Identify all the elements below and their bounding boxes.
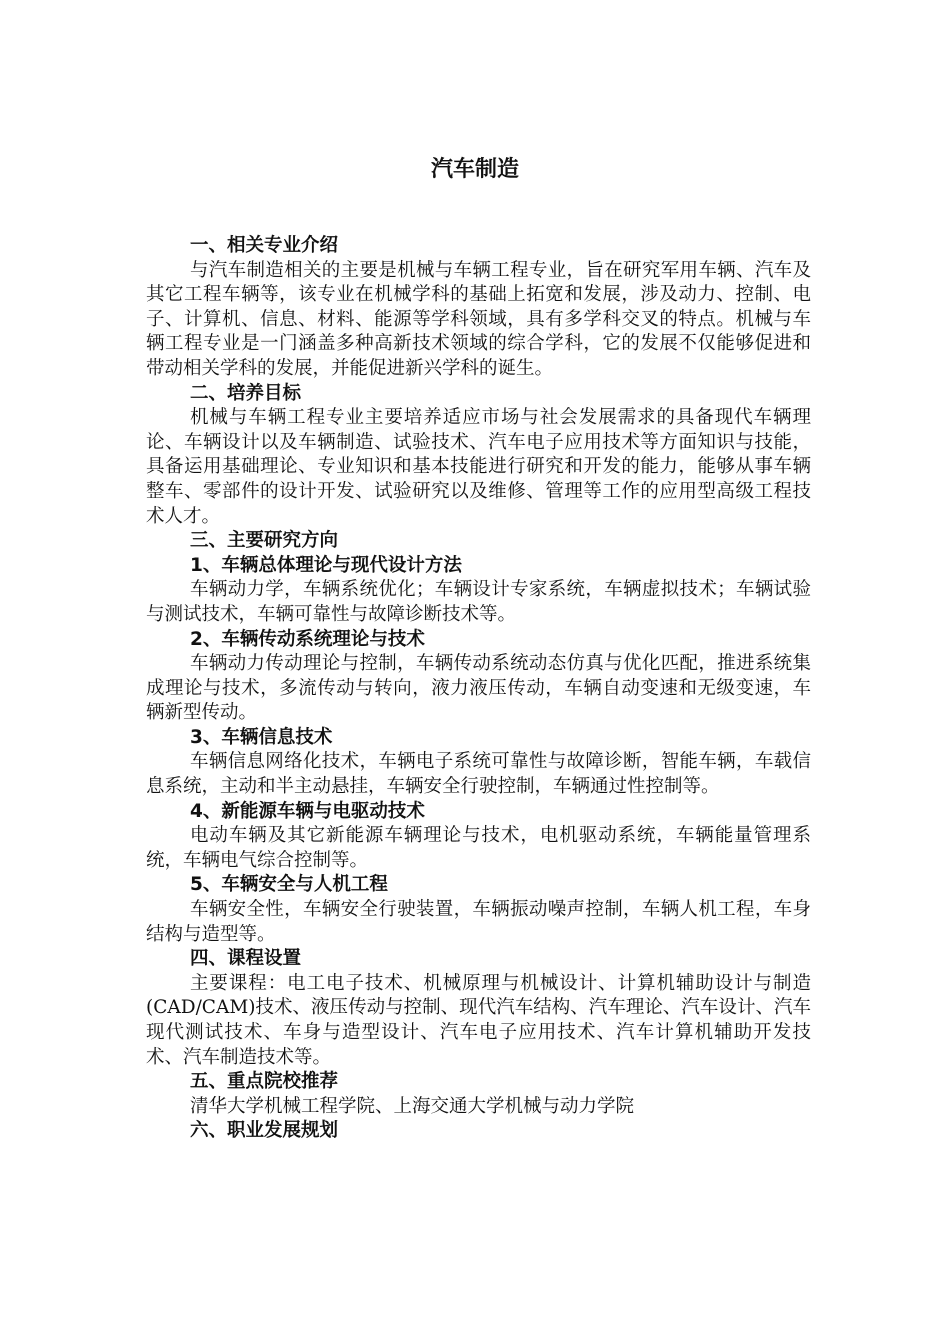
direction-body-4: 电动车辆及其它新能源车辆理论与技术，电机驱动系统，车辆能量管理系统，车辆电气综合控制等。 [146,825,811,871]
section-heading-courses: 四、课程设置 [190,948,302,970]
direction-body-1: 车辆动力学，车辆系统优化；车辆设计专家系统，车辆虚拟技术；车辆试验与测试技术，车辆可靠性与故障诊断技术等。 [146,579,811,625]
direction-body-5: 车辆安全性，车辆安全行驶装置，车辆振动噪声控制，车辆人机工程，车身结构与造型等。 [146,899,811,945]
direction-heading-5: 5、车辆安全与人机工程 [190,874,388,896]
document-body [146,234,811,1144]
section-heading-research: 三、主要研究方向 [190,530,339,552]
direction-heading-3: 3、车辆信息技术 [190,726,333,748]
section-body-courses: 主要课程：电工电子技术、机械原理与机械设计、计算机辅助设计与制造(CAD/CAM)技术、液压传动与控制、现代汽车结构、汽车理论、汽车设计、汽车现代测试技术、车身与造型设计、汽车电子应用技术、汽车计算机辅助开发技术、汽车制造技术等。 [146,972,811,1068]
direction-body-2: 车辆动力传动理论与控制，车辆传动系统动态仿真与优化匹配，推进系统集成理论与技术，多流传动与转向，液力液压传动，车辆自动变速和无级变速，车辆新型传动。 [146,653,811,724]
section-heading-schools: 五、重点院校推荐 [190,1071,339,1093]
section-heading-intro: 一、相关专业介绍 [190,235,339,256]
direction-heading-2: 2、车辆传动系统理论与技术 [190,628,425,650]
direction-body-3: 车辆信息网络化技术，车辆电子系统可靠性与故障诊断，智能车辆，车载信息系统，主动和半主动悬挂，车辆安全行驶控制，车辆通过性控制等。 [146,751,811,798]
direction-heading-4: 4、新能源车辆与电驱动技术 [190,800,425,822]
section-heading-career: 六、职业发展规划 [190,1120,339,1142]
section-body-schools: 清华大学机械工程学院、上海交通大学机械与动力学院 [190,1095,635,1117]
section-body-goals: 机械与车辆工程专业主要培养适应市场与社会发展需求的具备现代车辆理论、车辆设计以及车辆制造、试验技术、汽车电子应用技术等方面知识与技能，具备运用基础理论、专业知识和基本技能进行研究和开发的能力，能够从事车辆整车、零部件的设计开发、试验研究以及维修、管理等工作的应用型高级工程技术人才。 [146,407,811,527]
document-title: 汽车制造 [430,157,519,182]
section-heading-goals: 二、培养目标 [190,382,302,404]
section-body-intro: 与汽车制造相关的主要是机械与车辆工程专业，旨在研究军用车辆、汽车及其它工程车辆等，该专业在机械学科的基础上拓宽和发展，涉及动力、控制、电子、计算机、信息、材料、能源等学科领域，具有多学科交叉的特点。机械与车辆工程专业是一门涵盖多种高新技术领域的综合学科，它的发展不仅能够促进和带动相关学科的发展，并能促进新兴学科的诞生。 [146,259,811,379]
direction-heading-1: 1、车辆总体理论与现代设计方法 [190,554,462,576]
